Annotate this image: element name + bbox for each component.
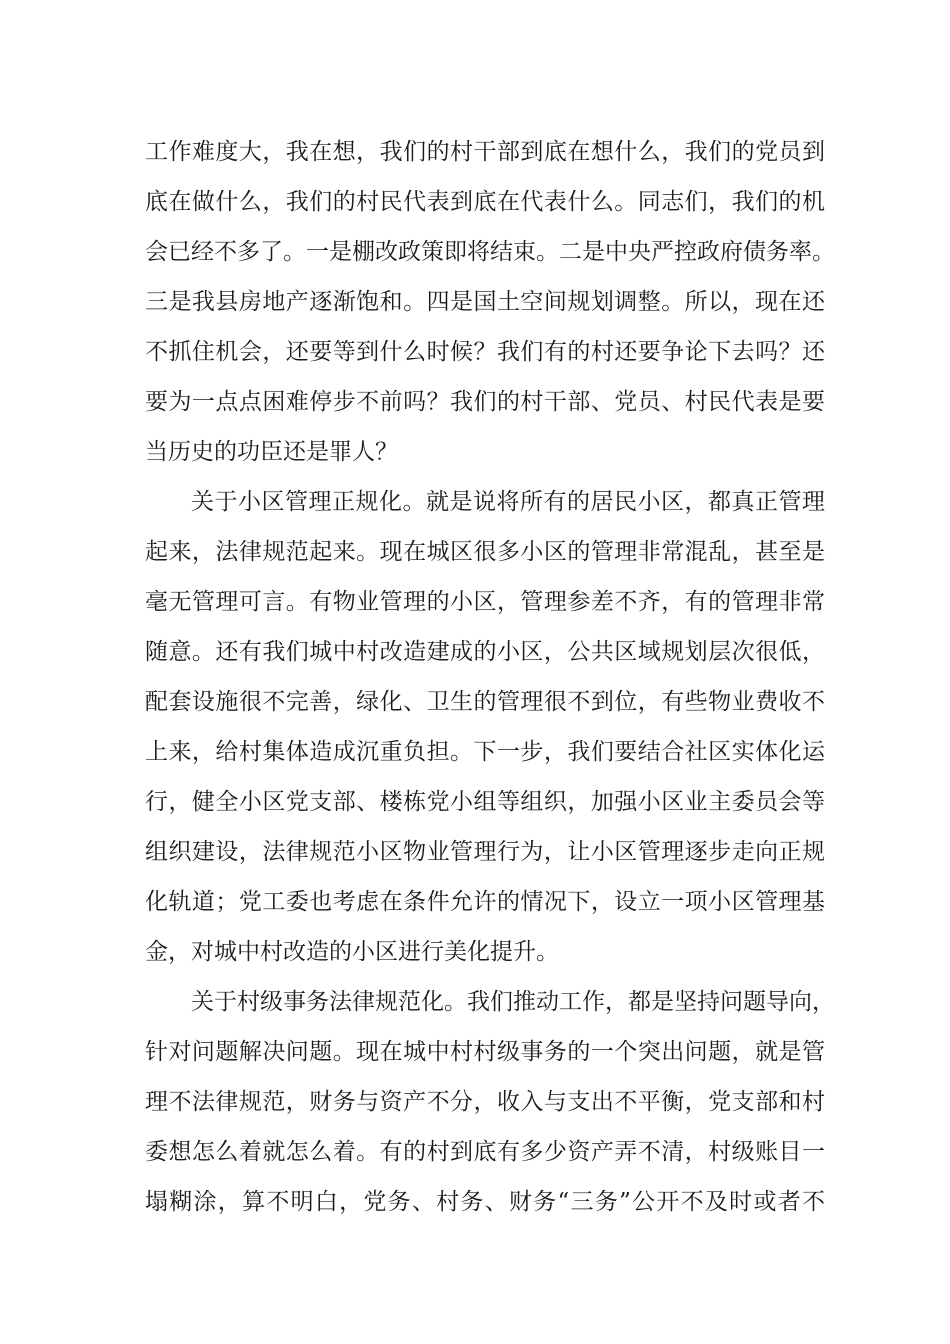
- text-line: 起来，法律规范起来。现在城区很多小区的管理非常混乱，甚至是: [145, 539, 825, 565]
- paragraph-end-line: 当历史的功臣还是罪人？: [145, 439, 398, 465]
- text-line: 委想怎么着就怎么着。有的村到底有多少资产弄不清，村级账目一: [145, 1139, 825, 1165]
- text-line: 塌糊涂，算不明白，党务、村务、财务“三务”公开不及时或者不: [145, 1189, 825, 1215]
- text-line: 理不法律规范，财务与资产不分，收入与支出不平衡，党支部和村: [145, 1089, 825, 1115]
- text-line: 毫无管理可言。有物业管理的小区，管理参差不齐，有的管理非常: [145, 589, 825, 615]
- text-line: 不抓住机会，还要等到什么时候？我们有的村还要争论下去吗？还: [145, 339, 825, 365]
- text-line: 底在做什么，我们的村民代表到底在代表什么。同志们，我们的机: [145, 189, 825, 215]
- text-line: 会已经不多了。一是棚改政策即将结束。二是中央严控政府债务率。: [145, 239, 835, 265]
- text-line: 行，健全小区党支部、楼栋党小组等组织，加强小区业主委员会等: [145, 789, 825, 815]
- text-line: 组织建设，法律规范小区物业管理行为，让小区管理逐步走向正规: [145, 839, 825, 865]
- text-line: 针对问题解决问题。现在城中村村级事务的一个突出问题，就是管: [145, 1039, 825, 1065]
- text-line: 配套设施很不完善，绿化、卫生的管理很不到位，有些物业费收不: [145, 689, 825, 715]
- text-line: 三是我县房地产逐渐饱和。四是国土空间规划调整。所以，现在还: [145, 289, 825, 315]
- paragraph-first-line: 关于小区管理正规化。就是说将所有的居民小区，都真正管理: [191, 489, 825, 515]
- text-line: 上来，给村集体造成沉重负担。下一步，我们要结合社区实体化运: [145, 739, 825, 765]
- text-line: 工作难度大，我在想，我们的村干部到底在想什么，我们的党员到: [145, 139, 825, 165]
- paragraph-first-line: 关于村级事务法律规范化。我们推动工作，都是坚持问题导向，: [191, 989, 835, 1015]
- text-line: 化轨道；党工委也考虑在条件允许的情况下，设立一项小区管理基: [145, 889, 825, 915]
- paragraph-end-line: 金，对城中村改造的小区进行美化提升。: [145, 939, 559, 965]
- text-line: 随意。还有我们城中村改造建成的小区，公共区域规划层次很低，: [145, 639, 825, 665]
- text-line: 要为一点点困难停步不前吗？我们的村干部、党员、村民代表是要: [145, 389, 825, 415]
